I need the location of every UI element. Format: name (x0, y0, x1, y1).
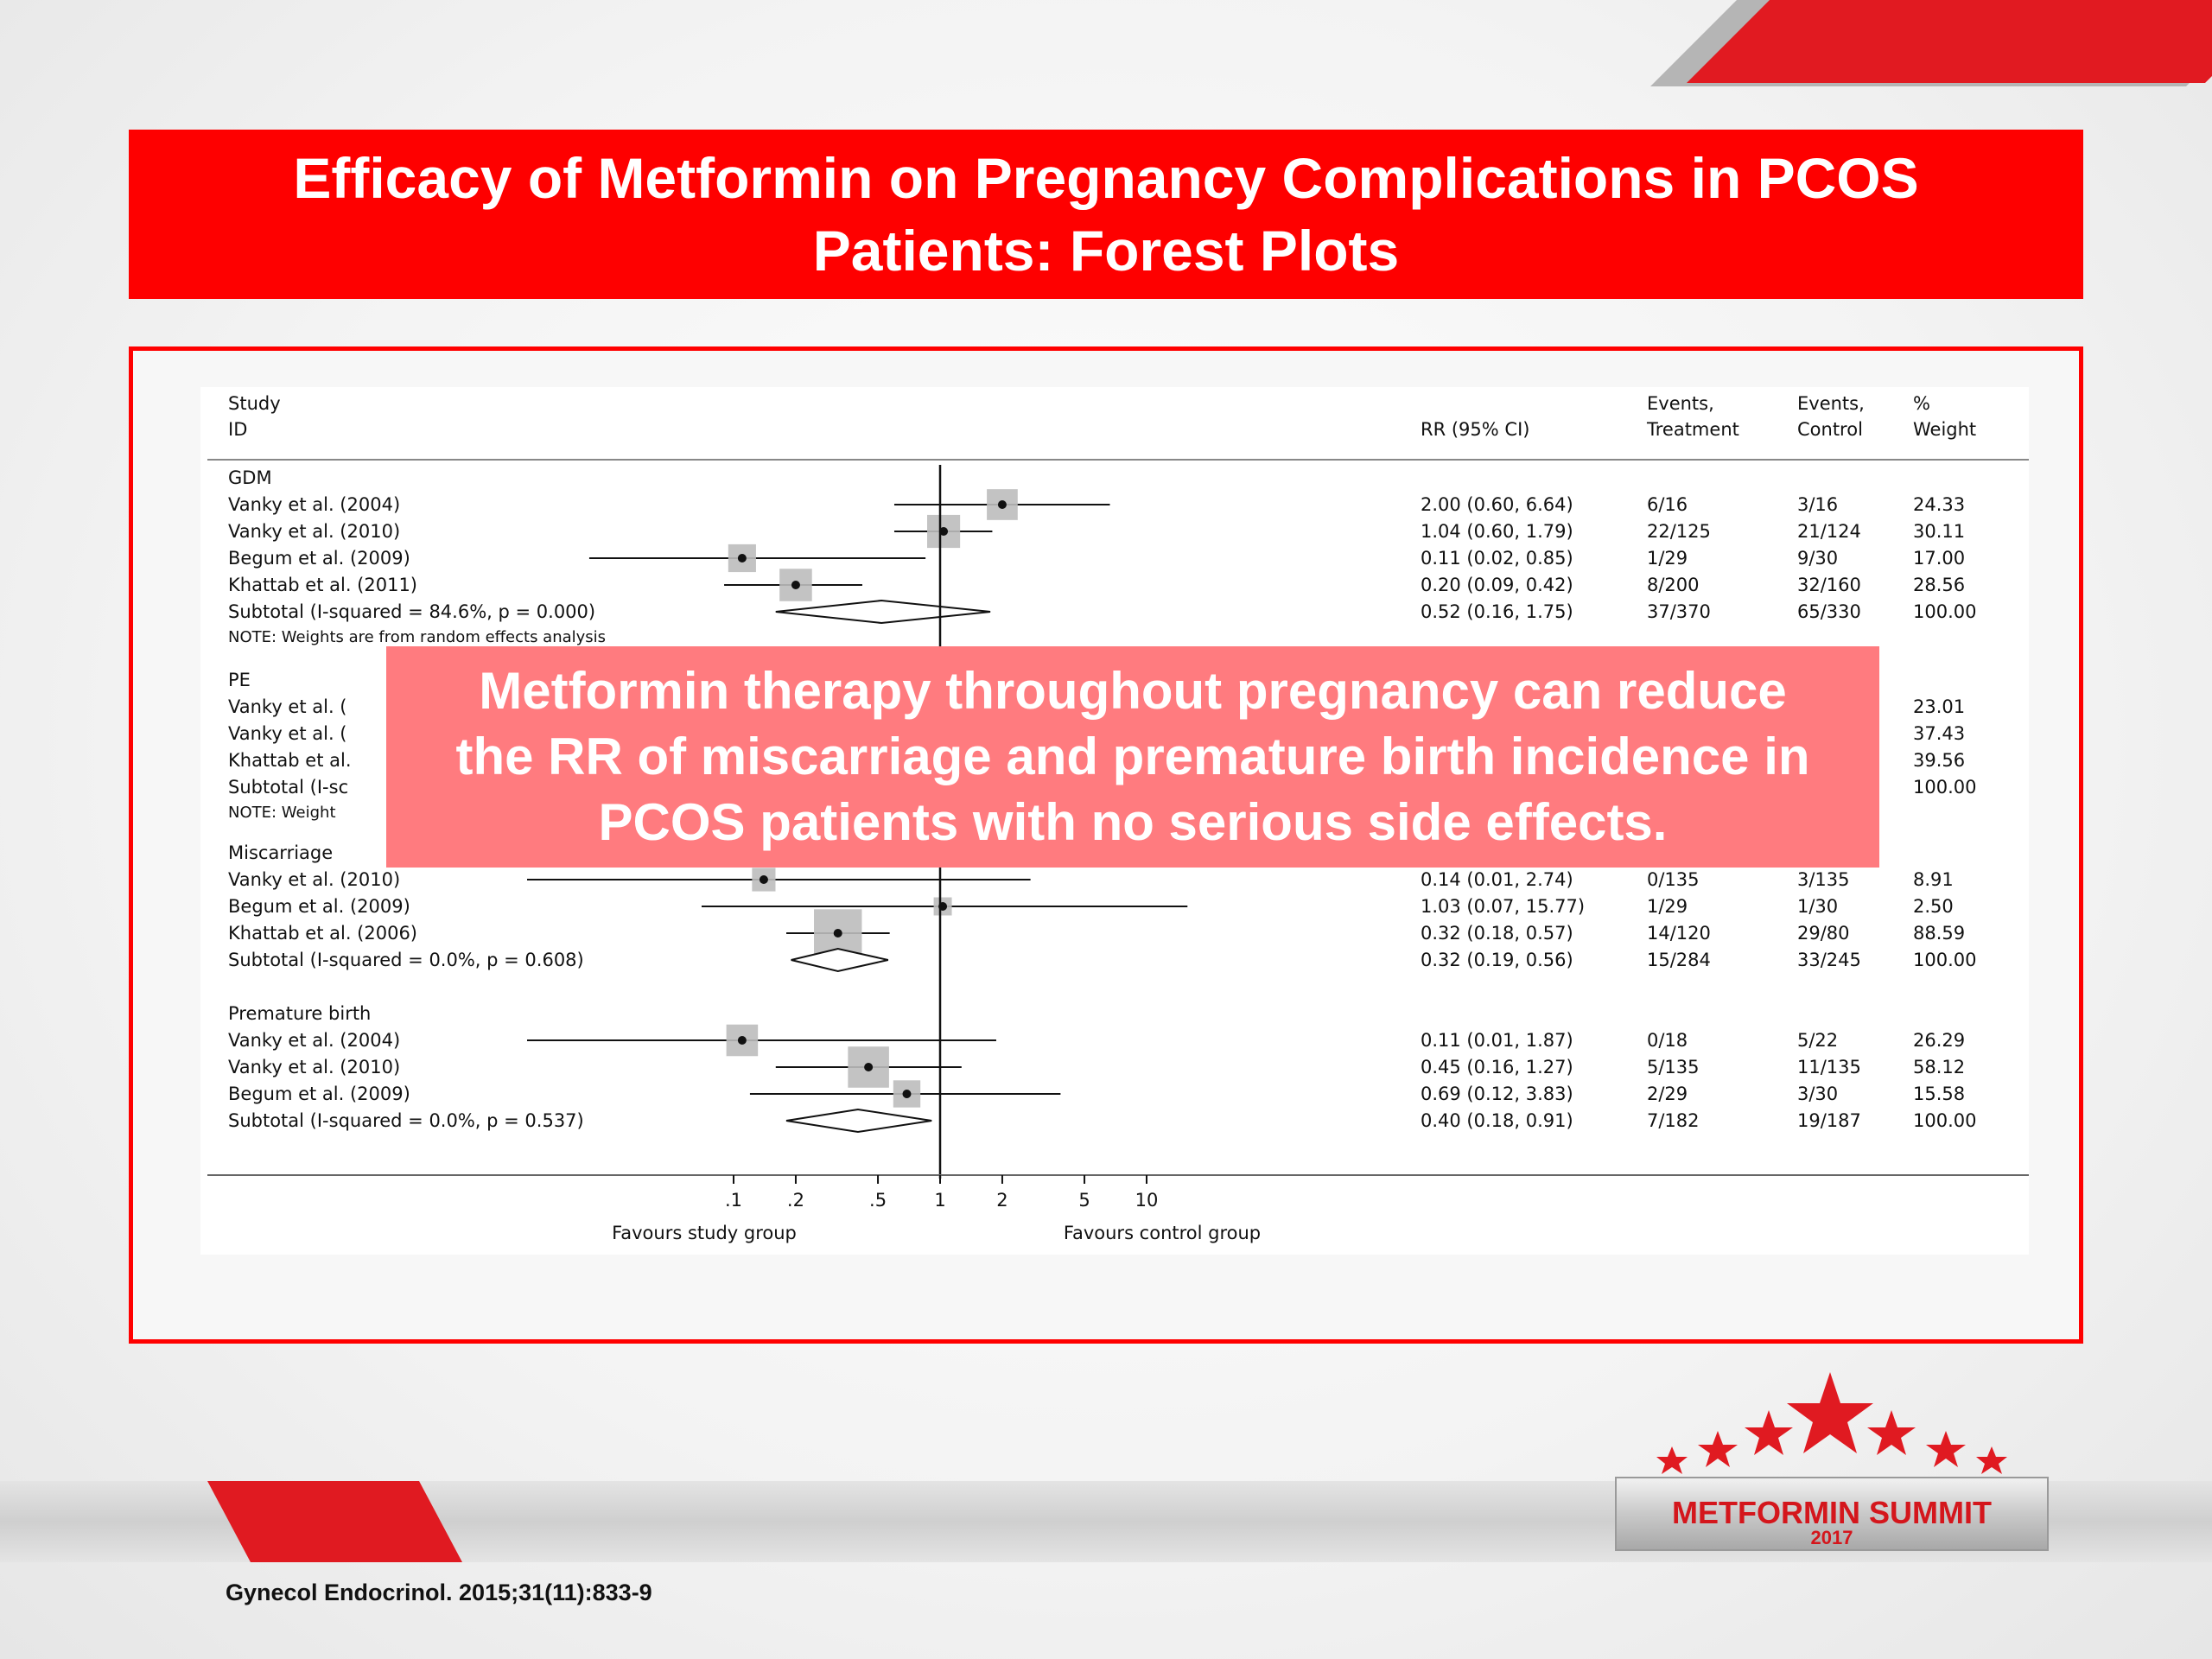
x-tick-label: 5 (1078, 1190, 1090, 1211)
subtotal-label: Subtotal (I-sc (228, 777, 349, 798)
weight-value: 100.00 (1913, 601, 1977, 622)
study-label: Khattab et al. (2011) (228, 575, 418, 595)
note-text: NOTE: Weight (228, 804, 336, 822)
weight-value: 26.29 (1913, 1030, 1966, 1051)
study-label: Khattab et al. (2006) (228, 923, 418, 944)
events-control: 21/124 (1797, 521, 1861, 542)
favours-study-label: Favours study group (612, 1223, 797, 1243)
events-treatment: 0/18 (1647, 1030, 1688, 1051)
metformin-summit-logo (1607, 1365, 2056, 1573)
study-label: Begum et al. (2009) (228, 1084, 410, 1104)
header-events-treatment: Events, (1647, 393, 1714, 414)
weight-value: 28.56 (1913, 575, 1966, 595)
rr-ci-text: 0.52 (0.16, 1.75) (1421, 601, 1573, 622)
rr-ci-text: 0.45 (0.16, 1.27) (1421, 1057, 1573, 1077)
x-tick-label: .1 (724, 1190, 743, 1211)
events-control: 11/135 (1797, 1057, 1861, 1077)
subtotal-diamond (791, 949, 888, 971)
events-treatment: 1/29 (1647, 548, 1688, 569)
weight-value: 8.91 (1913, 869, 1954, 890)
logo-year: 2017 (1810, 1527, 1853, 1548)
events-control: 65/330 (1797, 601, 1861, 622)
events-control: 32/160 (1797, 575, 1861, 595)
point-estimate (791, 581, 800, 589)
rr-ci-text: 0.11 (0.02, 0.85) (1421, 548, 1573, 569)
subtotal-label: Subtotal (I-squared = 0.0%, p = 0.537) (228, 1110, 584, 1131)
point-estimate (738, 554, 747, 563)
bottom-red-stripe (207, 1481, 462, 1562)
rr-ci-text: 1.04 (0.60, 1.79) (1421, 521, 1573, 542)
study-label: Begum et al. (2009) (228, 896, 410, 917)
events-treatment: 37/370 (1647, 601, 1711, 622)
callout-text: Metformin therapy throughout pregnancy can reduce the RR of miscarriage and premature birth incidence in PCOS patients with no serious side effects. (455, 662, 1810, 851)
group-label: Premature birth (228, 1003, 372, 1024)
events-treatment: 15/284 (1647, 950, 1711, 970)
weight-value: 37.43 (1913, 723, 1966, 744)
rr-ci-text: 0.20 (0.09, 0.42) (1421, 575, 1573, 595)
point-estimate (738, 1036, 747, 1045)
events-treatment: 8/200 (1647, 575, 1700, 595)
x-tick-label: 1 (934, 1190, 946, 1211)
x-tick-label: .5 (869, 1190, 887, 1211)
weight-value: 15.58 (1913, 1084, 1966, 1104)
group-label: Miscarriage (228, 842, 334, 863)
study-label: Vanky et al. (2010) (228, 869, 401, 890)
rr-ci-text: 2.00 (0.60, 6.64) (1421, 494, 1573, 515)
weight-value: 100.00 (1913, 1110, 1977, 1131)
weight-value: 100.00 (1913, 777, 1977, 798)
events-treatment: 7/182 (1647, 1110, 1700, 1131)
events-control: 1/30 (1797, 896, 1839, 917)
header-weight: Weight (1913, 419, 1977, 440)
point-estimate (834, 929, 842, 938)
rr-ci-text: 0.11 (0.01, 1.87) (1421, 1030, 1573, 1051)
title-bar (129, 130, 2083, 299)
events-treatment: 5/135 (1647, 1057, 1700, 1077)
subtotal-label: Subtotal (I-squared = 84.6%, p = 0.000) (228, 601, 596, 622)
subtotal-label: Subtotal (I-squared = 0.0%, p = 0.608) (228, 950, 584, 970)
events-control: 9/30 (1797, 548, 1839, 569)
events-treatment: 1/29 (1647, 896, 1688, 917)
header-percent: % (1913, 393, 1930, 414)
weight-value: 39.56 (1913, 750, 1966, 771)
events-control: 19/187 (1797, 1110, 1861, 1131)
events-control: 3/30 (1797, 1084, 1839, 1104)
x-tick-label: 2 (996, 1190, 1008, 1211)
weight-value: 24.33 (1913, 494, 1966, 515)
events-control: 5/22 (1797, 1030, 1839, 1051)
rr-ci-text: 1.03 (0.07, 15.77) (1421, 896, 1586, 917)
events-treatment: 6/16 (1647, 494, 1688, 515)
header-control: Control (1797, 419, 1863, 440)
study-label: Vanky et al. (2010) (228, 1057, 401, 1077)
note-text: NOTE: Weights are from random effects analysis (228, 628, 607, 646)
subtotal-diamond (776, 601, 990, 623)
point-estimate (998, 500, 1007, 509)
rr-ci-text: 0.69 (0.12, 3.83) (1421, 1084, 1573, 1104)
weight-value: 88.59 (1913, 923, 1966, 944)
group-label: PE (228, 670, 251, 690)
x-tick-label: .2 (786, 1190, 804, 1211)
logo-text: METFORMIN SUMMIT (1672, 1495, 1992, 1530)
study-label: Vanky et al. ( (228, 696, 347, 717)
x-tick-label: 10 (1135, 1190, 1159, 1211)
weight-value: 58.12 (1913, 1057, 1966, 1077)
weight-value: 2.50 (1913, 896, 1954, 917)
study-label: Begum et al. (2009) (228, 548, 410, 569)
study-label: Vanky et al. ( (228, 723, 347, 744)
rr-ci-text: 0.40 (0.18, 0.91) (1421, 1110, 1573, 1131)
group-label: GDM (228, 467, 272, 488)
point-estimate (864, 1063, 873, 1071)
study-label: Vanky et al. (2010) (228, 521, 401, 542)
events-control: 3/16 (1797, 494, 1839, 515)
weight-value: 17.00 (1913, 548, 1966, 569)
citation: Gynecol Endocrinol. 2015;31(11):833-9 (226, 1580, 652, 1605)
study-label: Vanky et al. (2004) (228, 494, 401, 515)
events-control: 33/245 (1797, 950, 1861, 970)
rr-ci-text: 0.14 (0.01, 2.74) (1421, 869, 1573, 890)
events-treatment: 0/135 (1647, 869, 1700, 890)
events-treatment: 22/125 (1647, 521, 1711, 542)
header-events-control: Events, (1797, 393, 1865, 414)
rr-ci-text: 0.32 (0.18, 0.57) (1421, 923, 1573, 944)
study-label: Vanky et al. (2004) (228, 1030, 401, 1051)
slide-title: Efficacy of Metformin on Pregnancy Complications in PCOS Patients: Forest Plots (293, 146, 1919, 283)
weight-value: 100.00 (1913, 950, 1977, 970)
study-label: Khattab et al. (228, 750, 352, 771)
header-rr: RR (95% CI) (1421, 419, 1530, 440)
point-estimate (760, 875, 768, 884)
header-id: ID (228, 419, 248, 440)
header-treatment: Treatment (1647, 419, 1739, 440)
rr-ci-text: 0.32 (0.19, 0.56) (1421, 950, 1573, 970)
events-control: 29/80 (1797, 923, 1850, 944)
events-control: 3/135 (1797, 869, 1850, 890)
point-estimate (902, 1090, 911, 1098)
top-red-stripe (1687, 0, 2212, 83)
events-treatment: 2/29 (1647, 1084, 1688, 1104)
events-treatment: 14/120 (1647, 923, 1711, 944)
callout-box (386, 646, 1879, 868)
subtotal-diamond (786, 1109, 931, 1132)
weight-value: 23.01 (1913, 696, 1966, 717)
favours-control-label: Favours control group (1063, 1223, 1262, 1243)
weight-value: 30.11 (1913, 521, 1966, 542)
header-study: Study (228, 393, 281, 414)
